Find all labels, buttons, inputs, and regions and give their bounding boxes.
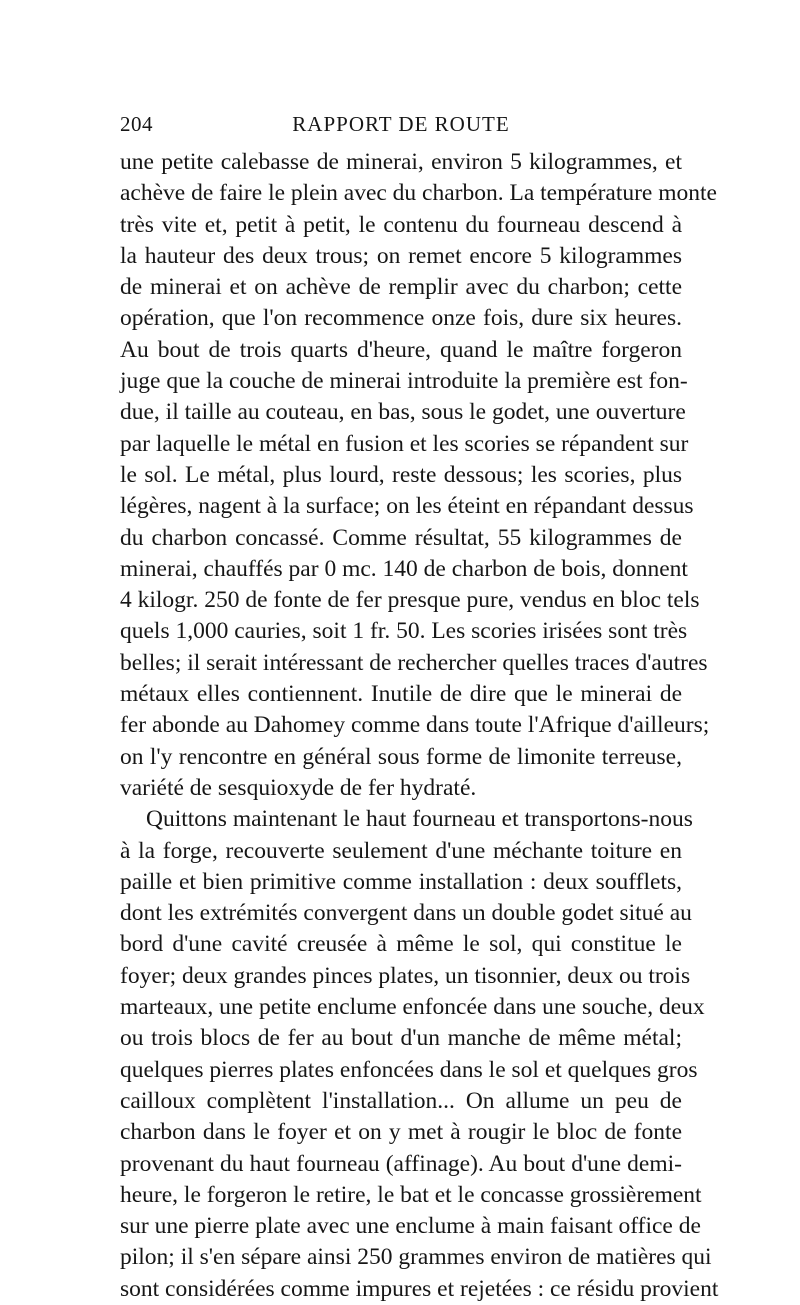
book-page — [120, 112, 719, 1305]
text-line: légères, nagent à la surface; on les éteint en répandant dessus — [120, 493, 694, 520]
text-line: le sol. Le métal, plus lourd, reste dessous; les scories, plus — [120, 461, 682, 488]
text-line: sont considérées comme impures et rejetées : ce résidu provient — [120, 1275, 719, 1302]
text-line: du charbon concassé. Comme résultat, 55 kilogrammes de — [120, 524, 682, 551]
text-line: minerai, chauffés par 0 mc. 140 de charbon de bois, donnent — [120, 555, 688, 582]
text-line: on l'y rencontre en général sous forme de limonite terreuse, — [120, 743, 682, 770]
text-line: Au bout de trois quarts d'heure, quand le maître forgeron — [120, 336, 682, 363]
text-line: ou trois blocs de fer au bout d'un manche de même métal; — [120, 1025, 682, 1052]
paragraph-2 — [120, 804, 719, 1305]
text-line: achève de faire le plein avec du charbon. La température monte — [120, 180, 717, 207]
paragraph-1 — [120, 147, 717, 804]
text-line: fer abonde au Dahomey comme dans toute l'Afrique d'ailleurs; — [120, 712, 710, 739]
text-line: 4 kilogr. 250 de fonte de fer presque pure, vendus en bloc tels — [120, 587, 700, 614]
text-line: de minerai et on achève de remplir avec du charbon; cette — [120, 274, 682, 301]
text-line: charbon dans le foyer et on y met à rougir le bloc de fonte — [120, 1119, 682, 1146]
text-line: par laquelle le métal en fusion et les scories se répandent sur — [120, 430, 689, 457]
text-line: belles; il serait intéressant de rechercher quelles traces d'autres — [120, 649, 708, 676]
text-line: heure, le forgeron le retire, le bat et le concasse grossièrement — [120, 1181, 702, 1208]
text-line: quelques pierres plates enfoncées dans le sol et quelques gros — [120, 1056, 698, 1083]
text-line: dont les extrémités convergent dans un double godet situé au — [120, 900, 692, 927]
text-line: marteaux, une petite enclume enfoncée dans une souche, deux — [120, 994, 705, 1021]
text-line: foyer; deux grandes pinces plates, un tisonnier, deux ou trois — [120, 962, 691, 989]
text-line: opération, que l'on recommence onze fois, dure six heures. — [120, 305, 682, 332]
text-line: quels 1,000 cauries, soit 1 fr. 50. Les scories irisées sont très — [120, 618, 688, 645]
text-line: provenant du haut fourneau (affinage). Au bout d'une demi- — [120, 1150, 682, 1177]
text-line: cailloux complètent l'installation... On allume un peu de — [120, 1087, 682, 1114]
text-line: pilon; il s'en sépare ainsi 250 grammes environ de matières qui — [120, 1244, 712, 1271]
text-line: paille et bien primitive comme installation : deux soufflets, — [120, 868, 682, 895]
text-line: juge que la couche de minerai introduite la première est fon- — [120, 368, 688, 395]
page-number: 204 — [120, 112, 153, 136]
text-line: à la forge, recouverte seulement d'une méchante toiture en — [120, 837, 682, 864]
text-line: sur une pierre plate avec une enclume à main faisant office de — [120, 1213, 701, 1240]
text-line: due, il taille au couteau, en bas, sous le godet, une ouverture — [120, 399, 686, 426]
text-line: la hauteur des deux trous; on remet encore 5 kilogrammes — [120, 242, 682, 269]
text-line: une petite calebasse de minerai, environ 5 kilogrammes, et — [120, 149, 682, 175]
running-title: RAPPORT DE ROUTE — [292, 112, 510, 136]
text-line: Quittons maintenant le haut fourneau et transportons-nous — [146, 806, 693, 833]
text-line: variété de sesquioxyde de fer hydraté. — [120, 774, 477, 801]
text-line: bord d'une cavité creusée à même le sol, qui constitue le — [120, 931, 682, 958]
body-text — [120, 147, 719, 1305]
text-line: métaux elles contiennent. Inutile de dire que le minerai de — [120, 681, 682, 708]
running-head — [120, 112, 682, 142]
text-line: très vite et, petit à petit, le contenu du fourneau descend à — [120, 211, 682, 238]
